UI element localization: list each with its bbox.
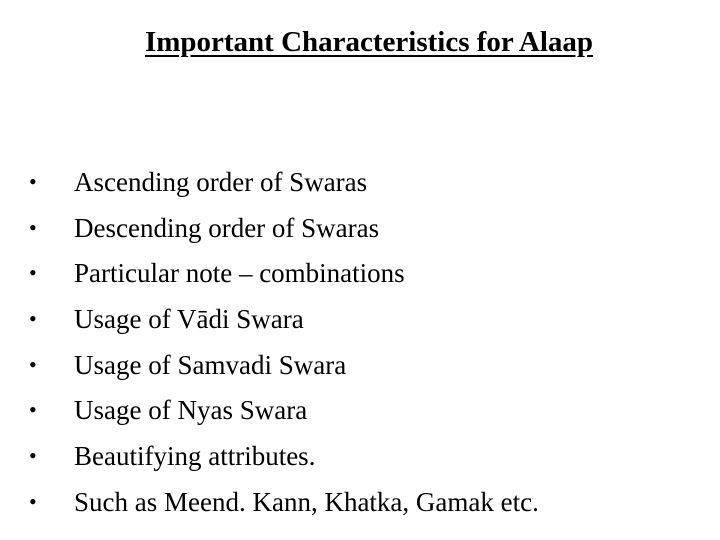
bullet-text: Such as Meend. Kann, Khatka, Gamak etc. [74, 486, 539, 517]
bullet-text: Ascending order of Swaras [74, 167, 368, 197]
bullet-icon: • [29, 488, 37, 514]
bullet-icon: • [29, 351, 37, 377]
bullet-text: Usage of Vādi Swara [74, 304, 304, 335]
slide-title: Important Characteristics for Alaap [144, 26, 594, 58]
bullet-text: Usage of Samvadi Swara [74, 349, 347, 380]
bullet-icon: • [29, 260, 37, 286]
bullet-icon: • [29, 169, 37, 194]
bullet-icon: • [29, 397, 37, 423]
bullet-text: Usage of Nyas Swara [74, 395, 308, 426]
bullet-icon: • [29, 214, 37, 240]
bullet-text: Beautifying attributes. [74, 441, 316, 472]
bullet-text: Particular note – combinations [74, 258, 405, 289]
bullet-icon: • [29, 306, 37, 332]
bullet-text: Descending order of Swaras [74, 212, 380, 243]
bullet-icon: • [29, 443, 37, 469]
